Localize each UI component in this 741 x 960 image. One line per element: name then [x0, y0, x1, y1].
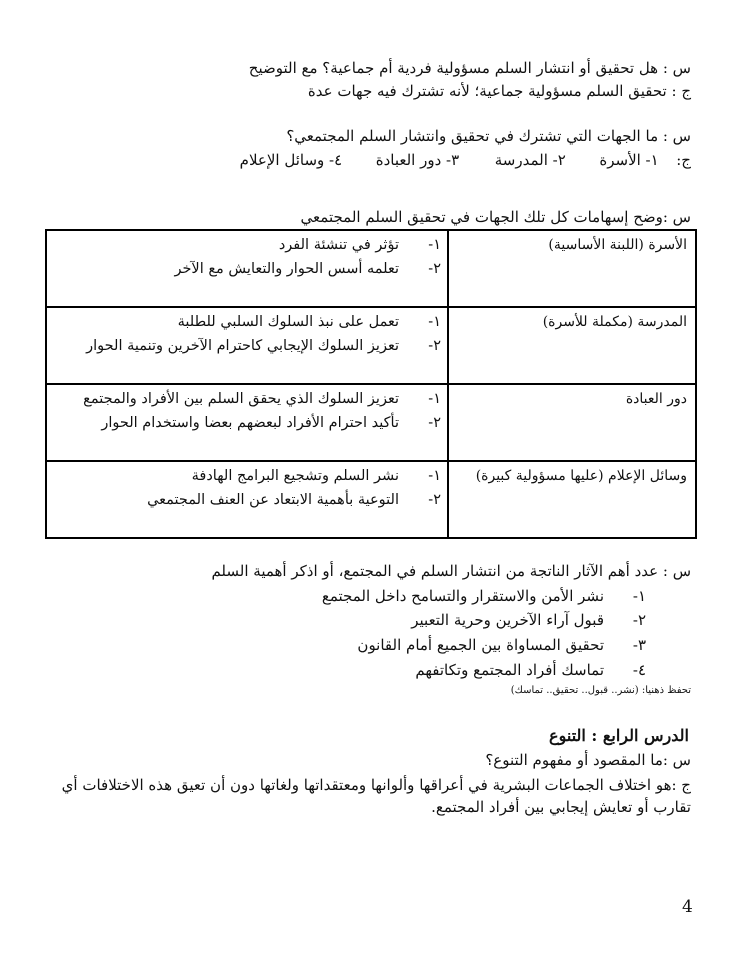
list-number: ٣-	[632, 636, 646, 654]
act-text: تؤثر في تنشئة الفرد	[278, 237, 399, 253]
table-row	[46, 384, 696, 461]
q2-answer	[240, 149, 691, 171]
q2-answer-prefix: ج:	[676, 151, 691, 169]
entity-cell: الأسرة (اللبنة الأساسية)	[448, 230, 696, 307]
q2-item-family: ١- الأسرة	[599, 151, 659, 169]
lesson-question: س :ما المقصود أو مفهوم التنوع؟	[485, 751, 691, 769]
table-row	[46, 461, 696, 538]
act-item	[47, 233, 441, 257]
act-text: تعمل على نبذ السلوك السلبي للطلبة	[177, 314, 399, 330]
entity-cell: المدرسة (مكملة للأسرة)	[448, 307, 696, 384]
memorize-note: تحفظ ذهنيا: (نشر.. قبول.. تحقيق.. تماسك)	[510, 685, 691, 696]
table-row	[46, 307, 696, 384]
list-item	[357, 633, 646, 657]
list-number: ١-	[632, 587, 646, 605]
list-number: ٤-	[632, 661, 646, 679]
q4-question: س : عدد أهم الآثار الناتجة من انتشار السلم في المجتمع، أو اذكر أهمية السلم	[211, 562, 691, 580]
act-text: تعلمه أسس الحوار والتعايش مع الآخر	[174, 261, 399, 277]
lesson-answer: ج :هو اختلاف الجماعات البشرية في أعراقها وألوانها ومعتقداتها ولغاتها دون أن تعيق هذه الاختلافات أي تقارب أو تعايش إيجابي بين أفراد المجتمع.	[61, 776, 691, 816]
act-item	[47, 387, 441, 411]
act-item	[47, 464, 441, 488]
acts-cell	[46, 384, 448, 461]
list-text: قبول آراء الآخرين وحرية التعبير	[411, 611, 604, 629]
q2-item-school: ٢- المدرسة	[494, 151, 566, 169]
list-text: تحقيق المساواة بين الجميع أمام القانون	[357, 636, 604, 654]
act-number: ٢-	[428, 261, 441, 277]
q2-item-worship: ٣- دور العبادة	[375, 151, 460, 169]
list-text: نشر الأمن والاستقرار والتسامح داخل المجتمع	[321, 587, 604, 605]
act-text: التوعية بأهمية الابتعاد عن العنف المجتمعي	[147, 492, 399, 508]
acts-cell	[46, 307, 448, 384]
act-number: ٢-	[428, 415, 441, 431]
act-item	[47, 488, 441, 512]
lesson-title: الدرس الرابع : التنوع	[549, 726, 689, 745]
list-item	[415, 658, 646, 682]
act-number: ١-	[428, 391, 441, 407]
act-number: ١-	[428, 468, 441, 484]
q3-question: س :وضح إسهامات كل تلك الجهات في تحقيق السلم المجتمعي	[300, 208, 691, 226]
q1-answer: ج : تحقيق السلم مسؤولية جماعية؛ لأنه تشترك فيه جهات عدة	[307, 82, 691, 100]
act-item	[47, 310, 441, 334]
act-number: ١-	[428, 237, 441, 253]
act-number: ٢-	[428, 338, 441, 354]
act-text: نشر السلم وتشجيع البرامج الهادفة	[191, 468, 399, 484]
acts-cell	[46, 461, 448, 538]
act-number: ٢-	[428, 492, 441, 508]
contributions-table	[45, 229, 697, 539]
list-item	[322, 584, 646, 608]
list-number: ٢-	[632, 611, 646, 629]
act-number: ١-	[428, 314, 441, 330]
act-text: تأكيد احترام الأفراد لبعضهم بعضا واستخدام الحوار	[101, 415, 399, 431]
acts-cell	[46, 230, 448, 307]
entity-cell: وسائل الإعلام (عليها مسؤولية كبيرة)	[448, 461, 696, 538]
list-item	[411, 608, 646, 632]
act-item	[47, 257, 441, 281]
act-item	[47, 411, 441, 435]
act-text: تعزيز السلوك الذي يحقق السلم بين الأفراد والمجتمع	[83, 391, 399, 407]
act-item	[47, 334, 441, 358]
table-row	[46, 230, 696, 307]
entity-cell: دور العبادة	[448, 384, 696, 461]
page-number: 4	[682, 897, 693, 917]
q2-item-media: ٤- وسائل الإعلام	[239, 151, 343, 169]
q1-question: س : هل تحقيق أو انتشار السلم مسؤولية فردية أم جماعية؟ مع التوضيح	[248, 59, 691, 77]
act-text: تعزيز السلوك الإيجابي كاحترام الآخرين وتنمية الحوار	[86, 338, 399, 354]
q2-question: س : ما الجهات التي تشترك في تحقيق وانتشار السلم المجتمعي؟	[286, 127, 691, 145]
list-text: تماسك أفراد المجتمع وتكاتفهم	[415, 661, 604, 679]
